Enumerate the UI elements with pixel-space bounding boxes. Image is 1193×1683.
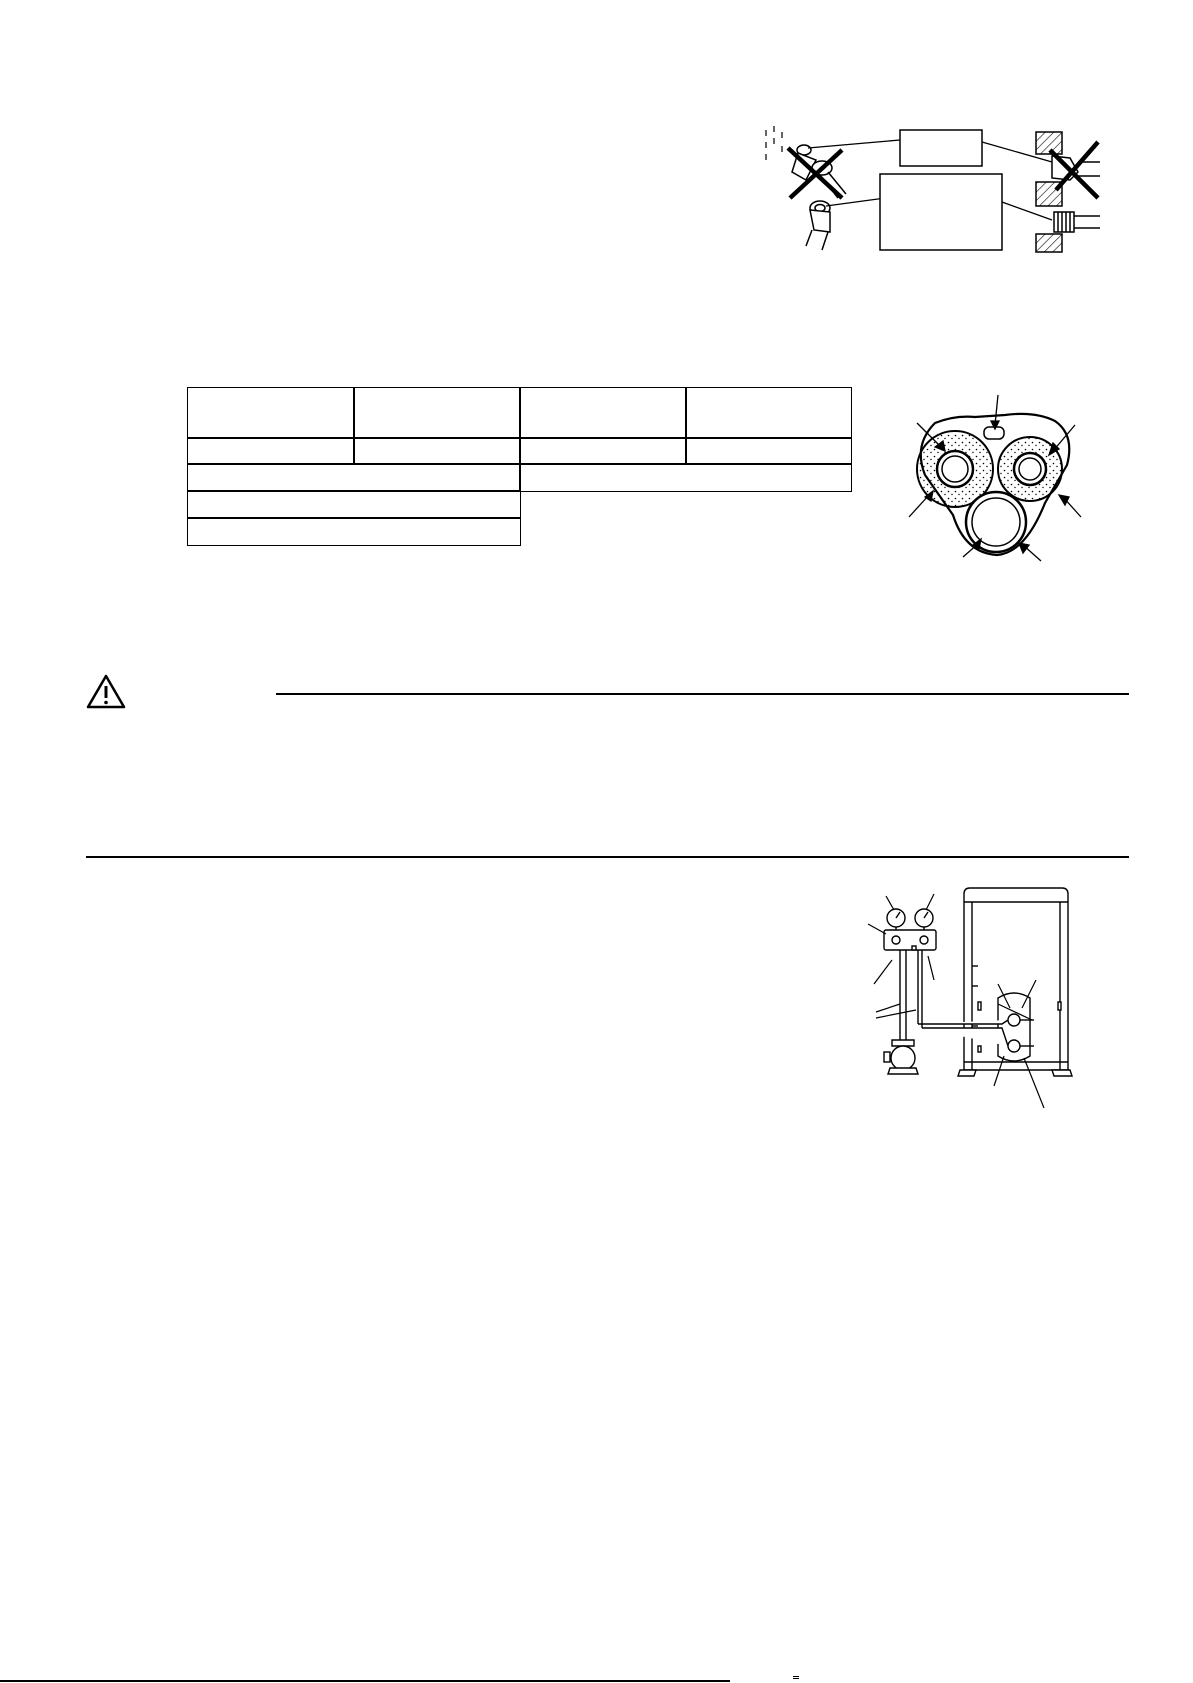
table-cell xyxy=(685,437,852,465)
section-divider xyxy=(86,856,1129,858)
table-header-cell xyxy=(685,387,852,439)
table-header-cell xyxy=(353,387,521,439)
table-cell xyxy=(519,463,852,492)
footer-mark xyxy=(793,1676,799,1679)
warning-triangle-icon xyxy=(86,674,126,710)
footer-rule xyxy=(0,1680,730,1682)
table-cell xyxy=(187,517,521,546)
table-cell xyxy=(187,463,521,492)
insulation-cross-section xyxy=(905,385,1085,575)
label-box-lower xyxy=(880,174,1002,250)
table-cell xyxy=(187,437,355,465)
label-box-upper xyxy=(900,130,982,166)
caution-rule xyxy=(276,693,1129,695)
specification-table xyxy=(187,387,852,550)
vacuum-setup-illustration xyxy=(862,880,1082,1115)
table-header-cell xyxy=(187,387,355,439)
table-cell xyxy=(353,437,521,465)
table-cell xyxy=(187,490,521,519)
table-cell xyxy=(519,437,687,465)
flare-nut-illustration xyxy=(760,120,1100,260)
table-header-cell xyxy=(519,387,687,439)
